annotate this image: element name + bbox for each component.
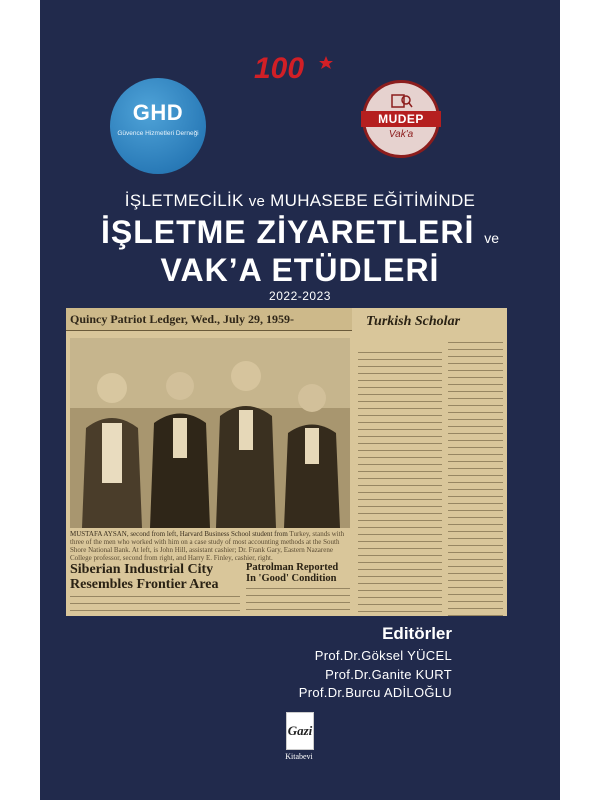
turkish-republic-100th-year-logo (252, 50, 342, 84)
mudep-logo-title: MUDEP (361, 111, 441, 127)
ghd-logo (110, 78, 206, 174)
editor-name: Prof.Dr.Göksel YÜCEL (314, 648, 452, 663)
publisher-name: Kitabevi (285, 752, 313, 761)
headline-middle: Patrolman Reported In 'Good' Condition (246, 562, 339, 584)
ghd-logo-title: GHD (132, 100, 184, 125)
article-text-column (358, 352, 442, 616)
newspaper-photo (70, 338, 350, 528)
clipping-header-text: Quincy Patriot Ledger, Wed., July 29, 1959- (70, 312, 295, 326)
right-column-header: Turkish Scholar (366, 314, 461, 329)
mudep-logo-subtitle: Vak'a (388, 129, 414, 140)
editor-name: Prof.Dr.Ganite KURT (325, 667, 452, 682)
ghd-logo-subtitle: Güvence Hizmetleri Derneği (117, 130, 199, 137)
article-text-column (246, 588, 350, 616)
caption-body: Turkey, stands with three of the men who worked with him on a case study of most accounting methods at the South Shore National Bank. At left, is John Hill, assistant cashier; Dr. Frank Gary, Eastern Nazarene College professor, second from right, and Harry E. Finley, cashier, right. (70, 530, 345, 562)
publisher-logo (278, 712, 320, 764)
newspaper-clipping (66, 308, 507, 616)
article-text-column (448, 342, 503, 616)
caption-name: MUSTAFA AYSAN, second from left, Harvard Business School student from (70, 530, 288, 538)
article-text-column (70, 596, 240, 616)
title-ve: ve (484, 230, 500, 246)
magnifier-icon (391, 93, 413, 109)
book-cover (40, 0, 560, 800)
book-year: 2022-2023 (269, 289, 331, 303)
supertitle-part-a: İŞLETMECİLİK (124, 191, 244, 210)
supertitle-ve: ve (248, 193, 266, 210)
publisher-mark: Gazi (286, 712, 314, 750)
photo-caption (70, 530, 352, 562)
title-line1-text: İŞLETME ZİYARETLERİ (100, 214, 475, 250)
editors-heading: Editörler (382, 624, 452, 643)
editor-name: Prof.Dr.Burcu ADİLOĞLU (298, 685, 452, 700)
clipping-header (66, 308, 352, 331)
book-title-line2: VAK’A ETÜDLERİ (160, 252, 440, 288)
book-title-line1 (40, 214, 560, 251)
star-icon (319, 56, 333, 69)
supertitle-part-b: MUHASEBE EĞİTİMİNDE (270, 191, 476, 210)
book-supertitle (40, 191, 560, 211)
mudep-logo (362, 80, 440, 158)
centennial-text: 100 (254, 52, 305, 84)
headline-left: Siberian Industrial City Resembles Frontier Area (70, 562, 219, 592)
